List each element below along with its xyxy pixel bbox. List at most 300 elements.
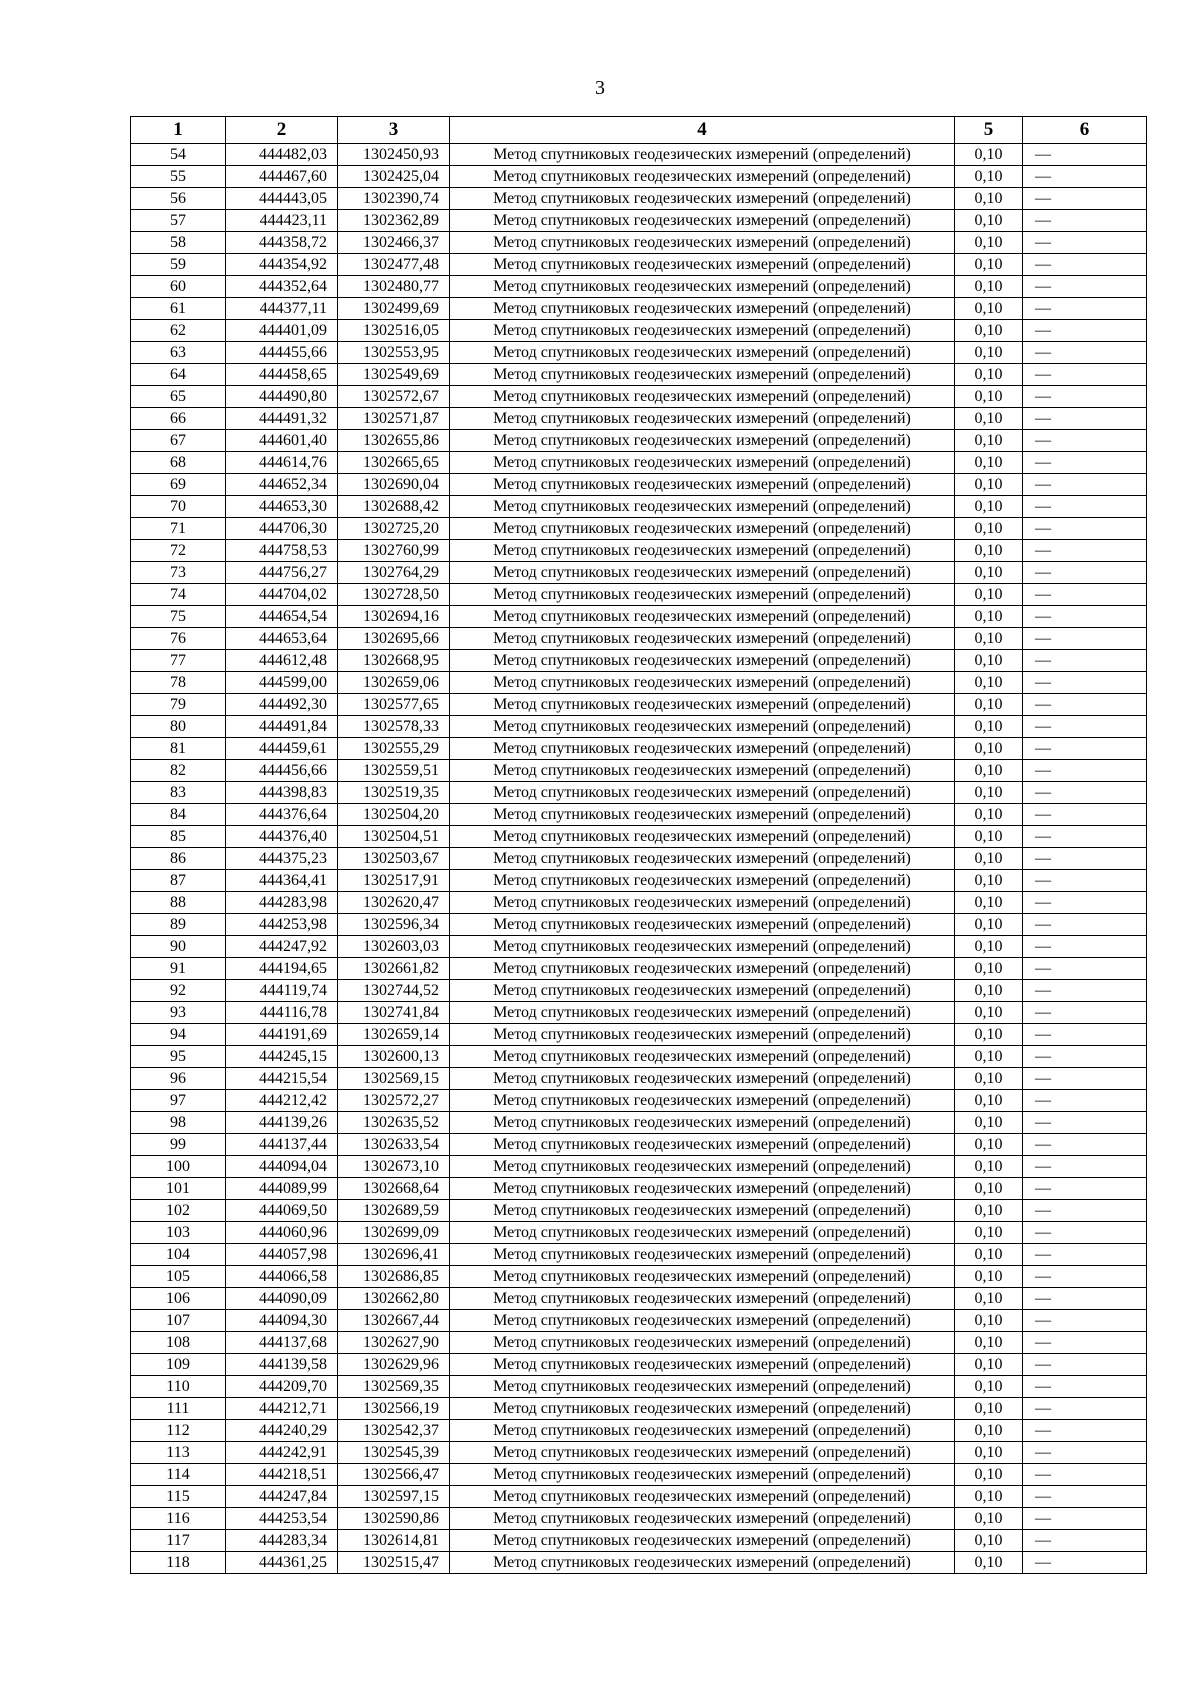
accuracy-cell: 0,10 xyxy=(955,914,1023,936)
table-row xyxy=(131,672,1147,694)
accuracy-cell: 0,10 xyxy=(955,1200,1023,1222)
method-cell: Метод спутниковых геодезических измерений (определений) xyxy=(450,496,955,518)
x-coordinate-cell: 444482,03 xyxy=(226,144,338,166)
point-number-cell: 77 xyxy=(131,650,226,672)
point-number-cell: 74 xyxy=(131,584,226,606)
y-coordinate-cell: 1302668,95 xyxy=(338,650,450,672)
method-cell: Метод спутниковых геодезических измерений (определений) xyxy=(450,1508,955,1530)
accuracy-cell: 0,10 xyxy=(955,452,1023,474)
note-cell: — xyxy=(1023,716,1147,738)
method-cell: Метод спутниковых геодезических измерений (определений) xyxy=(450,298,955,320)
column-header-5: 5 xyxy=(955,117,1023,144)
point-number-cell: 92 xyxy=(131,980,226,1002)
accuracy-cell: 0,10 xyxy=(955,606,1023,628)
note-cell: — xyxy=(1023,386,1147,408)
method-cell: Метод спутниковых геодезических измерений (определений) xyxy=(450,782,955,804)
table-row xyxy=(131,1002,1147,1024)
method-cell: Метод спутниковых геодезических измерений (определений) xyxy=(450,1530,955,1552)
method-cell: Метод спутниковых геодезических измерений (определений) xyxy=(450,958,955,980)
table-row xyxy=(131,1200,1147,1222)
y-coordinate-cell: 1302517,91 xyxy=(338,870,450,892)
coordinates-table xyxy=(130,116,1147,1574)
method-cell: Метод спутниковых геодезических измерений (определений) xyxy=(450,1200,955,1222)
note-cell: — xyxy=(1023,408,1147,430)
point-number-cell: 114 xyxy=(131,1464,226,1486)
x-coordinate-cell: 444057,98 xyxy=(226,1244,338,1266)
table-row xyxy=(131,1552,1147,1574)
table-row xyxy=(131,342,1147,364)
note-cell: — xyxy=(1023,430,1147,452)
y-coordinate-cell: 1302655,86 xyxy=(338,430,450,452)
accuracy-cell: 0,10 xyxy=(955,958,1023,980)
note-cell: — xyxy=(1023,1112,1147,1134)
method-cell: Метод спутниковых геодезических измерений (определений) xyxy=(450,1420,955,1442)
x-coordinate-cell: 444361,25 xyxy=(226,1552,338,1574)
note-cell: — xyxy=(1023,1420,1147,1442)
table-row xyxy=(131,1442,1147,1464)
accuracy-cell: 0,10 xyxy=(955,694,1023,716)
point-number-cell: 63 xyxy=(131,342,226,364)
x-coordinate-cell: 444137,44 xyxy=(226,1134,338,1156)
table-row xyxy=(131,364,1147,386)
x-coordinate-cell: 444490,80 xyxy=(226,386,338,408)
note-cell: — xyxy=(1023,694,1147,716)
table-row xyxy=(131,430,1147,452)
accuracy-cell: 0,10 xyxy=(955,738,1023,760)
method-cell: Метод спутниковых геодезических измерений (определений) xyxy=(450,1244,955,1266)
note-cell: — xyxy=(1023,760,1147,782)
x-coordinate-cell: 444139,58 xyxy=(226,1354,338,1376)
accuracy-cell: 0,10 xyxy=(955,298,1023,320)
accuracy-cell: 0,10 xyxy=(955,188,1023,210)
note-cell: — xyxy=(1023,364,1147,386)
accuracy-cell: 0,10 xyxy=(955,1310,1023,1332)
method-cell: Метод спутниковых геодезических измерений (определений) xyxy=(450,936,955,958)
x-coordinate-cell: 444758,53 xyxy=(226,540,338,562)
y-coordinate-cell: 1302764,29 xyxy=(338,562,450,584)
table-row xyxy=(131,232,1147,254)
point-number-cell: 95 xyxy=(131,1046,226,1068)
table-row xyxy=(131,1178,1147,1200)
note-cell: — xyxy=(1023,848,1147,870)
table-row xyxy=(131,1222,1147,1244)
y-coordinate-cell: 1302635,52 xyxy=(338,1112,450,1134)
table-row xyxy=(131,1244,1147,1266)
table-row xyxy=(131,1508,1147,1530)
point-number-cell: 68 xyxy=(131,452,226,474)
table-row xyxy=(131,1024,1147,1046)
point-number-cell: 78 xyxy=(131,672,226,694)
note-cell: — xyxy=(1023,804,1147,826)
point-number-cell: 83 xyxy=(131,782,226,804)
note-cell: — xyxy=(1023,496,1147,518)
table-row xyxy=(131,1068,1147,1090)
point-number-cell: 118 xyxy=(131,1552,226,1574)
point-number-cell: 70 xyxy=(131,496,226,518)
method-cell: Метод спутниковых геодезических измерений (определений) xyxy=(450,254,955,276)
method-cell: Метод спутниковых геодезических измерений (определений) xyxy=(450,1046,955,1068)
point-number-cell: 72 xyxy=(131,540,226,562)
accuracy-cell: 0,10 xyxy=(955,826,1023,848)
table-row xyxy=(131,716,1147,738)
y-coordinate-cell: 1302620,47 xyxy=(338,892,450,914)
table-row xyxy=(131,1376,1147,1398)
point-number-cell: 67 xyxy=(131,430,226,452)
method-cell: Метод спутниковых геодезических измерений (определений) xyxy=(450,1090,955,1112)
note-cell: — xyxy=(1023,826,1147,848)
y-coordinate-cell: 1302545,39 xyxy=(338,1442,450,1464)
y-coordinate-cell: 1302633,54 xyxy=(338,1134,450,1156)
table-row xyxy=(131,1332,1147,1354)
table-row xyxy=(131,1464,1147,1486)
x-coordinate-cell: 444247,92 xyxy=(226,936,338,958)
point-number-cell: 117 xyxy=(131,1530,226,1552)
point-number-cell: 105 xyxy=(131,1266,226,1288)
table-row xyxy=(131,1134,1147,1156)
point-number-cell: 96 xyxy=(131,1068,226,1090)
accuracy-cell: 0,10 xyxy=(955,936,1023,958)
accuracy-cell: 0,10 xyxy=(955,892,1023,914)
method-cell: Метод спутниковых геодезических измерений (определений) xyxy=(450,628,955,650)
table-row xyxy=(131,276,1147,298)
x-coordinate-cell: 444652,34 xyxy=(226,474,338,496)
y-coordinate-cell: 1302667,44 xyxy=(338,1310,450,1332)
note-cell: — xyxy=(1023,1134,1147,1156)
point-number-cell: 60 xyxy=(131,276,226,298)
point-number-cell: 80 xyxy=(131,716,226,738)
note-cell: — xyxy=(1023,1464,1147,1486)
point-number-cell: 66 xyxy=(131,408,226,430)
point-number-cell: 84 xyxy=(131,804,226,826)
accuracy-cell: 0,10 xyxy=(955,1354,1023,1376)
y-coordinate-cell: 1302661,82 xyxy=(338,958,450,980)
note-cell: — xyxy=(1023,298,1147,320)
point-number-cell: 71 xyxy=(131,518,226,540)
table-row xyxy=(131,628,1147,650)
method-cell: Метод спутниковых геодезических измерений (определений) xyxy=(450,1068,955,1090)
accuracy-cell: 0,10 xyxy=(955,232,1023,254)
note-cell: — xyxy=(1023,342,1147,364)
table-row xyxy=(131,760,1147,782)
note-cell: — xyxy=(1023,518,1147,540)
method-cell: Метод спутниковых геодезических измерений (определений) xyxy=(450,562,955,584)
point-number-cell: 69 xyxy=(131,474,226,496)
method-cell: Метод спутниковых геодезических измерений (определений) xyxy=(450,1156,955,1178)
method-cell: Метод спутниковых геодезических измерений (определений) xyxy=(450,672,955,694)
table-row xyxy=(131,1530,1147,1552)
table-row xyxy=(131,804,1147,826)
table-row xyxy=(131,936,1147,958)
note-cell: — xyxy=(1023,210,1147,232)
x-coordinate-cell: 444194,65 xyxy=(226,958,338,980)
accuracy-cell: 0,10 xyxy=(955,1046,1023,1068)
point-number-cell: 102 xyxy=(131,1200,226,1222)
point-number-cell: 115 xyxy=(131,1486,226,1508)
method-cell: Метод спутниковых геодезических измерений (определений) xyxy=(450,650,955,672)
x-coordinate-cell: 444191,69 xyxy=(226,1024,338,1046)
table-row xyxy=(131,1354,1147,1376)
point-number-cell: 103 xyxy=(131,1222,226,1244)
note-cell: — xyxy=(1023,1398,1147,1420)
note-cell: — xyxy=(1023,1508,1147,1530)
y-coordinate-cell: 1302688,42 xyxy=(338,496,450,518)
table-row xyxy=(131,1398,1147,1420)
y-coordinate-cell: 1302577,65 xyxy=(338,694,450,716)
column-header-4: 4 xyxy=(450,117,955,144)
column-header-6: 6 xyxy=(1023,117,1147,144)
y-coordinate-cell: 1302572,27 xyxy=(338,1090,450,1112)
note-cell: — xyxy=(1023,914,1147,936)
point-number-cell: 64 xyxy=(131,364,226,386)
table-row xyxy=(131,1486,1147,1508)
accuracy-cell: 0,10 xyxy=(955,650,1023,672)
method-cell: Метод спутниковых геодезических измерений (определений) xyxy=(450,210,955,232)
point-number-cell: 90 xyxy=(131,936,226,958)
accuracy-cell: 0,10 xyxy=(955,364,1023,386)
point-number-cell: 111 xyxy=(131,1398,226,1420)
accuracy-cell: 0,10 xyxy=(955,1420,1023,1442)
y-coordinate-cell: 1302572,67 xyxy=(338,386,450,408)
accuracy-cell: 0,10 xyxy=(955,1134,1023,1156)
method-cell: Метод спутниковых геодезических измерений (определений) xyxy=(450,408,955,430)
accuracy-cell: 0,10 xyxy=(955,1068,1023,1090)
method-cell: Метод спутниковых геодезических измерений (определений) xyxy=(450,716,955,738)
point-number-cell: 75 xyxy=(131,606,226,628)
accuracy-cell: 0,10 xyxy=(955,276,1023,298)
method-cell: Метод спутниковых геодезических измерений (определений) xyxy=(450,430,955,452)
point-number-cell: 61 xyxy=(131,298,226,320)
table-row xyxy=(131,1112,1147,1134)
table-row xyxy=(131,892,1147,914)
table-row xyxy=(131,584,1147,606)
x-coordinate-cell: 444069,50 xyxy=(226,1200,338,1222)
y-coordinate-cell: 1302571,87 xyxy=(338,408,450,430)
accuracy-cell: 0,10 xyxy=(955,1090,1023,1112)
x-coordinate-cell: 444653,64 xyxy=(226,628,338,650)
y-coordinate-cell: 1302686,85 xyxy=(338,1266,450,1288)
note-cell: — xyxy=(1023,452,1147,474)
method-cell: Метод спутниковых геодезических измерений (определений) xyxy=(450,1464,955,1486)
point-number-cell: 99 xyxy=(131,1134,226,1156)
note-cell: — xyxy=(1023,1354,1147,1376)
table-row xyxy=(131,782,1147,804)
point-number-cell: 93 xyxy=(131,1002,226,1024)
x-coordinate-cell: 444376,40 xyxy=(226,826,338,848)
note-cell: — xyxy=(1023,892,1147,914)
x-coordinate-cell: 444491,84 xyxy=(226,716,338,738)
note-cell: — xyxy=(1023,782,1147,804)
method-cell: Метод спутниковых геодезических измерений (определений) xyxy=(450,452,955,474)
y-coordinate-cell: 1302760,99 xyxy=(338,540,450,562)
point-number-cell: 94 xyxy=(131,1024,226,1046)
note-cell: — xyxy=(1023,584,1147,606)
x-coordinate-cell: 444756,27 xyxy=(226,562,338,584)
table-row xyxy=(131,188,1147,210)
y-coordinate-cell: 1302566,47 xyxy=(338,1464,450,1486)
y-coordinate-cell: 1302725,20 xyxy=(338,518,450,540)
x-coordinate-cell: 444094,04 xyxy=(226,1156,338,1178)
x-coordinate-cell: 444401,09 xyxy=(226,320,338,342)
x-coordinate-cell: 444212,42 xyxy=(226,1090,338,1112)
table-row xyxy=(131,144,1147,166)
method-cell: Метод спутниковых геодезических измерений (определений) xyxy=(450,1332,955,1354)
note-cell: — xyxy=(1023,1068,1147,1090)
point-number-cell: 55 xyxy=(131,166,226,188)
note-cell: — xyxy=(1023,540,1147,562)
y-coordinate-cell: 1302665,65 xyxy=(338,452,450,474)
point-number-cell: 86 xyxy=(131,848,226,870)
method-cell: Метод спутниковых геодезических измерений (определений) xyxy=(450,474,955,496)
table-body xyxy=(131,144,1147,1574)
table-row xyxy=(131,650,1147,672)
accuracy-cell: 0,10 xyxy=(955,518,1023,540)
x-coordinate-cell: 444218,51 xyxy=(226,1464,338,1486)
accuracy-cell: 0,10 xyxy=(955,1288,1023,1310)
y-coordinate-cell: 1302689,59 xyxy=(338,1200,450,1222)
x-coordinate-cell: 444354,92 xyxy=(226,254,338,276)
x-coordinate-cell: 444612,48 xyxy=(226,650,338,672)
method-cell: Метод спутниковых геодезических измерений (определений) xyxy=(450,518,955,540)
table-row xyxy=(131,1266,1147,1288)
method-cell: Метод спутниковых геодезических измерений (определений) xyxy=(450,1376,955,1398)
y-coordinate-cell: 1302659,14 xyxy=(338,1024,450,1046)
method-cell: Метод спутниковых геодезических измерений (определений) xyxy=(450,364,955,386)
method-cell: Метод спутниковых геодезических измерений (определений) xyxy=(450,892,955,914)
note-cell: — xyxy=(1023,1310,1147,1332)
accuracy-cell: 0,10 xyxy=(955,628,1023,650)
note-cell: — xyxy=(1023,144,1147,166)
method-cell: Метод спутниковых геодезических измерений (определений) xyxy=(450,694,955,716)
x-coordinate-cell: 444352,64 xyxy=(226,276,338,298)
accuracy-cell: 0,10 xyxy=(955,430,1023,452)
note-cell: — xyxy=(1023,1178,1147,1200)
point-number-cell: 113 xyxy=(131,1442,226,1464)
x-coordinate-cell: 444247,84 xyxy=(226,1486,338,1508)
point-number-cell: 112 xyxy=(131,1420,226,1442)
point-number-cell: 116 xyxy=(131,1508,226,1530)
x-coordinate-cell: 444601,40 xyxy=(226,430,338,452)
point-number-cell: 56 xyxy=(131,188,226,210)
y-coordinate-cell: 1302566,19 xyxy=(338,1398,450,1420)
y-coordinate-cell: 1302390,74 xyxy=(338,188,450,210)
point-number-cell: 57 xyxy=(131,210,226,232)
method-cell: Метод спутниковых геодезических измерений (определений) xyxy=(450,1486,955,1508)
y-coordinate-cell: 1302662,80 xyxy=(338,1288,450,1310)
y-coordinate-cell: 1302627,90 xyxy=(338,1332,450,1354)
method-cell: Метод спутниковых геодезических измерений (определений) xyxy=(450,386,955,408)
point-number-cell: 58 xyxy=(131,232,226,254)
method-cell: Метод спутниковых геодезических измерений (определений) xyxy=(450,342,955,364)
y-coordinate-cell: 1302695,66 xyxy=(338,628,450,650)
accuracy-cell: 0,10 xyxy=(955,1552,1023,1574)
accuracy-cell: 0,10 xyxy=(955,1178,1023,1200)
note-cell: — xyxy=(1023,1376,1147,1398)
y-coordinate-cell: 1302629,96 xyxy=(338,1354,450,1376)
accuracy-cell: 0,10 xyxy=(955,1508,1023,1530)
point-number-cell: 82 xyxy=(131,760,226,782)
y-coordinate-cell: 1302553,95 xyxy=(338,342,450,364)
x-coordinate-cell: 444090,09 xyxy=(226,1288,338,1310)
y-coordinate-cell: 1302668,64 xyxy=(338,1178,450,1200)
accuracy-cell: 0,10 xyxy=(955,672,1023,694)
y-coordinate-cell: 1302425,04 xyxy=(338,166,450,188)
x-coordinate-cell: 444375,23 xyxy=(226,848,338,870)
note-cell: — xyxy=(1023,1156,1147,1178)
accuracy-cell: 0,10 xyxy=(955,760,1023,782)
y-coordinate-cell: 1302597,15 xyxy=(338,1486,450,1508)
table-row xyxy=(131,496,1147,518)
y-coordinate-cell: 1302362,89 xyxy=(338,210,450,232)
x-coordinate-cell: 444245,15 xyxy=(226,1046,338,1068)
method-cell: Метод спутниковых геодезических измерений (определений) xyxy=(450,540,955,562)
method-cell: Метод спутниковых геодезических измерений (определений) xyxy=(450,1222,955,1244)
y-coordinate-cell: 1302596,34 xyxy=(338,914,450,936)
x-coordinate-cell: 444706,30 xyxy=(226,518,338,540)
note-cell: — xyxy=(1023,1552,1147,1574)
y-coordinate-cell: 1302480,77 xyxy=(338,276,450,298)
x-coordinate-cell: 444455,66 xyxy=(226,342,338,364)
accuracy-cell: 0,10 xyxy=(955,848,1023,870)
accuracy-cell: 0,10 xyxy=(955,1244,1023,1266)
header-row xyxy=(131,117,1147,144)
y-coordinate-cell: 1302728,50 xyxy=(338,584,450,606)
note-cell: — xyxy=(1023,1090,1147,1112)
accuracy-cell: 0,10 xyxy=(955,496,1023,518)
note-cell: — xyxy=(1023,628,1147,650)
table-row xyxy=(131,1156,1147,1178)
x-coordinate-cell: 444253,54 xyxy=(226,1508,338,1530)
y-coordinate-cell: 1302578,33 xyxy=(338,716,450,738)
accuracy-cell: 0,10 xyxy=(955,782,1023,804)
method-cell: Метод спутниковых геодезических измерений (определений) xyxy=(450,232,955,254)
note-cell: — xyxy=(1023,672,1147,694)
y-coordinate-cell: 1302694,16 xyxy=(338,606,450,628)
point-number-cell: 62 xyxy=(131,320,226,342)
note-cell: — xyxy=(1023,870,1147,892)
note-cell: — xyxy=(1023,1266,1147,1288)
note-cell: — xyxy=(1023,320,1147,342)
x-coordinate-cell: 444459,61 xyxy=(226,738,338,760)
point-number-cell: 81 xyxy=(131,738,226,760)
method-cell: Метод спутниковых геодезических измерений (определений) xyxy=(450,738,955,760)
accuracy-cell: 0,10 xyxy=(955,870,1023,892)
y-coordinate-cell: 1302499,69 xyxy=(338,298,450,320)
accuracy-cell: 0,10 xyxy=(955,1112,1023,1134)
point-number-cell: 79 xyxy=(131,694,226,716)
method-cell: Метод спутниковых геодезических измерений (определений) xyxy=(450,1354,955,1376)
x-coordinate-cell: 444060,96 xyxy=(226,1222,338,1244)
method-cell: Метод спутниковых геодезических измерений (определений) xyxy=(450,166,955,188)
point-number-cell: 106 xyxy=(131,1288,226,1310)
x-coordinate-cell: 444116,78 xyxy=(226,1002,338,1024)
accuracy-cell: 0,10 xyxy=(955,1442,1023,1464)
method-cell: Метод спутниковых геодезических измерений (определений) xyxy=(450,804,955,826)
table-row xyxy=(131,518,1147,540)
accuracy-cell: 0,10 xyxy=(955,584,1023,606)
y-coordinate-cell: 1302590,86 xyxy=(338,1508,450,1530)
point-number-cell: 73 xyxy=(131,562,226,584)
table-row xyxy=(131,826,1147,848)
table-row xyxy=(131,474,1147,496)
point-number-cell: 91 xyxy=(131,958,226,980)
note-cell: — xyxy=(1023,188,1147,210)
x-coordinate-cell: 444599,00 xyxy=(226,672,338,694)
accuracy-cell: 0,10 xyxy=(955,166,1023,188)
x-coordinate-cell: 444209,70 xyxy=(226,1376,338,1398)
y-coordinate-cell: 1302504,51 xyxy=(338,826,450,848)
table-row xyxy=(131,1288,1147,1310)
x-coordinate-cell: 444139,26 xyxy=(226,1112,338,1134)
